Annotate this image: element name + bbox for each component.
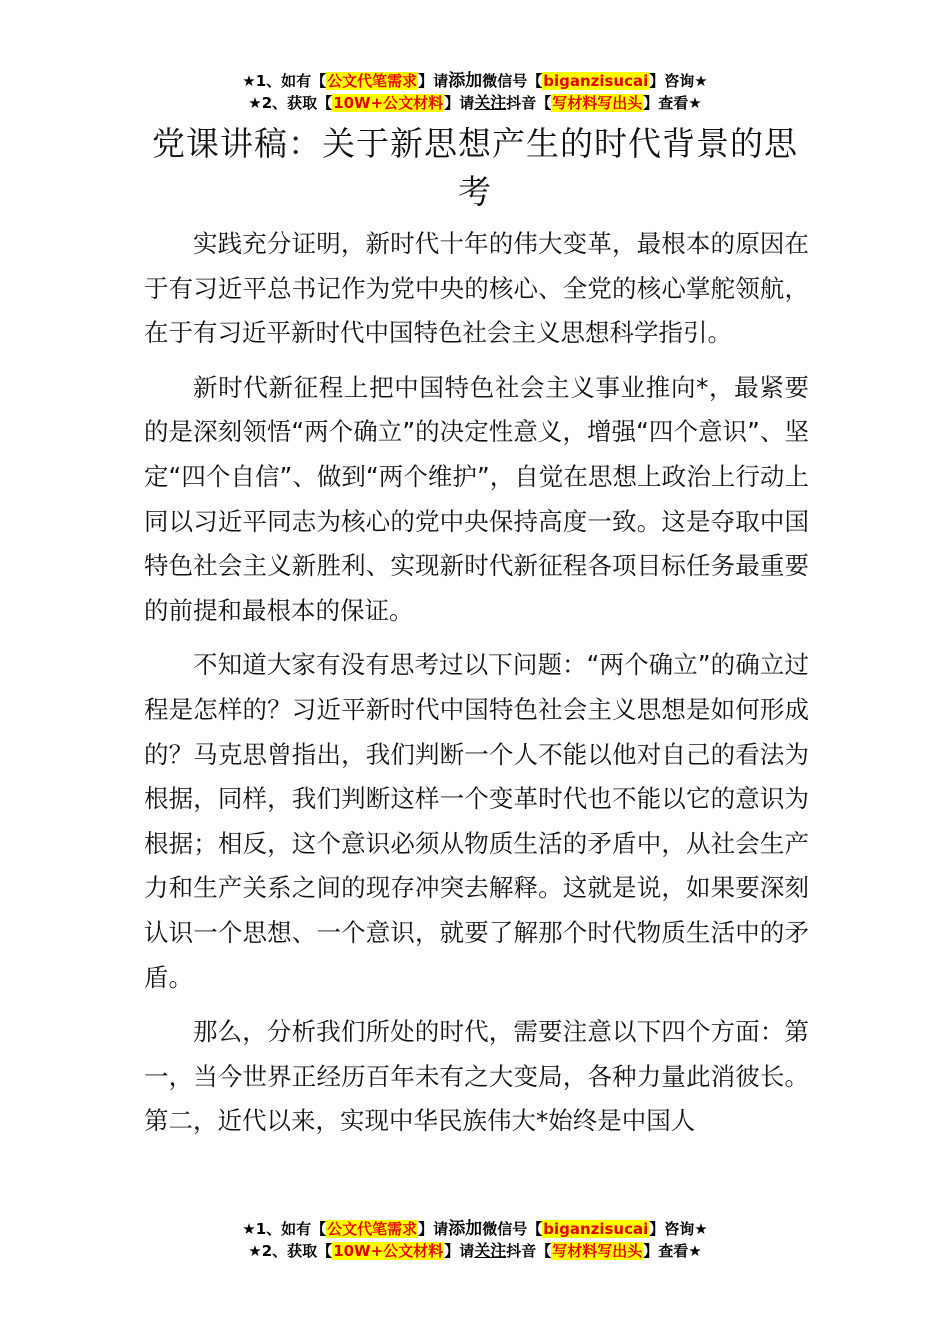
- banner-highlight: biganzisucai: [543, 1220, 649, 1238]
- banner-emphasis: 添加: [448, 71, 483, 91]
- banner-line-2: [0, 92, 950, 114]
- top-banner: [0, 70, 950, 114]
- banner-highlight: 公文代笔需求: [327, 1220, 418, 1238]
- banner-text: ★2、获取【: [248, 94, 333, 112]
- banner-emphasis: 添加: [448, 1219, 483, 1239]
- banner-text: 】咨询★: [649, 72, 708, 90]
- banner-line-1: [0, 70, 950, 92]
- body-paragraph: 不知道大家有没有思考过以下问题：“两个确立”的确立过程是怎样的？习近平新时代中国特色社会主义思想是如何形成的？马克思曾指出，我们判断一个人不能以他对自己的看法为根据，同样，我们判断这样一个变革时代也不能以它的意识为根据；相反，这个意识必须从物质生活的矛盾中，从社会生产力和生产关系之间的现存冲突去解释。这就是说，如果要深刻认识一个思想、一个意识，就要了解那个时代物质生活中的矛盾。: [144, 650, 809, 992]
- banner-highlight: 写材料写出头: [552, 1242, 643, 1260]
- banner-text: 微信号【: [482, 1220, 543, 1238]
- banner-text: 】咨询★: [649, 1220, 708, 1238]
- banner-highlight: 公文代笔需求: [327, 72, 418, 90]
- body-paragraph: 实践充分证明，新时代十年的伟大变革，最根本的原因在于有习近平总书记作为党中央的核心、全党的核心掌舵领航，在于有习近平新时代中国特色社会主义思想科学指引。: [144, 229, 809, 348]
- banner-text: 抖音【: [506, 1242, 552, 1260]
- banner-line-2: [0, 1240, 950, 1262]
- banner-text: 】请: [418, 72, 449, 90]
- banner-text: 抖音【: [506, 94, 552, 112]
- banner-text: 】查看★: [643, 1242, 702, 1260]
- banner-text: 】请: [444, 1242, 475, 1260]
- body-paragraph: 新时代新征程上把中国特色社会主义事业推向*，最紧要的是深刻领悟“两个确立”的决定性意义，增强“四个意识”、坚定“四个自信”、做到“两个维护”，自觉在思想上政治上行动上同以习近平同志为核心的党中央保持高度一致。这是夺取中国特色社会主义新胜利、实现新时代新征程各项目标任务最重要的前提和最根本的保证。: [144, 372, 809, 625]
- banner-text: ★2、获取【: [248, 1242, 333, 1260]
- document-title: 党课讲稿：关于新思想产生的时代背景的思考: [152, 124, 798, 211]
- banner-emphasis: 关注: [474, 93, 507, 112]
- banner-text: 】查看★: [643, 94, 702, 112]
- bottom-banner: [0, 1218, 950, 1262]
- body-paragraph: 那么，分析我们所处的时代，需要注意以下四个方面：第一，当今世界正经历百年未有之大变局，各种力量此消彼长。第二，近代以来，实现中华民族伟大*始终是中国人: [144, 1017, 809, 1136]
- banner-highlight: biganzisucai: [543, 72, 649, 90]
- banner-text: ★1、如有【: [242, 72, 327, 90]
- document-body: [144, 222, 809, 1154]
- banner-text: 】请: [418, 1220, 449, 1238]
- banner-highlight: 10W+公文材料: [333, 94, 444, 112]
- banner-highlight: 写材料写出头: [552, 94, 643, 112]
- banner-highlight: 10W+公文材料: [333, 1242, 444, 1260]
- banner-text: 】请: [444, 94, 475, 112]
- banner-text: ★1、如有【: [242, 1220, 327, 1238]
- banner-text: 微信号【: [482, 72, 543, 90]
- banner-emphasis: 关注: [474, 1241, 507, 1260]
- banner-line-1: [0, 1218, 950, 1240]
